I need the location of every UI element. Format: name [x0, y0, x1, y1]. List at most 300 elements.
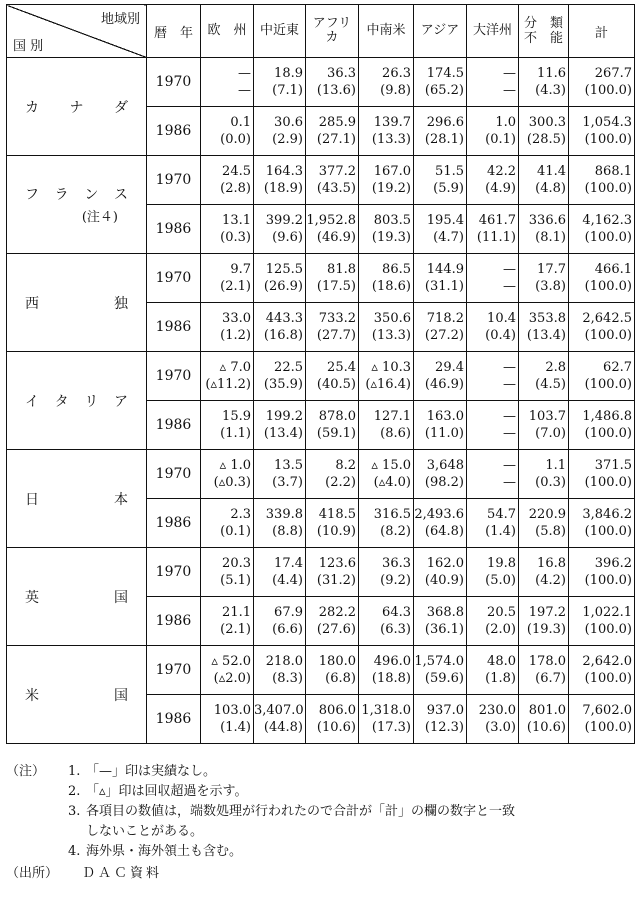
share-percent: (11.1) — [476, 230, 516, 245]
share-percent: (13.4) — [526, 328, 566, 343]
share-percent: (3.7) — [272, 475, 303, 490]
value-cell-africa — [306, 548, 359, 597]
amount-value: 1,022.1 — [582, 605, 632, 620]
share-percent: (▵0.3) — [213, 475, 251, 490]
country-name-char: ア — [113, 393, 128, 410]
amount-value: 127.1 — [373, 409, 411, 424]
share-percent: (9.6) — [272, 230, 303, 245]
value-cell-latin-america — [359, 58, 414, 107]
value-cell-oceania — [467, 695, 519, 744]
source-row — [6, 864, 634, 884]
amount-value: 937.0 — [426, 703, 464, 718]
value-cell-latin-america — [359, 695, 414, 744]
share-percent: (2.9) — [272, 132, 303, 147]
value-cell-unclassified — [519, 597, 569, 646]
share-percent: (2.2) — [325, 475, 356, 490]
value-cell-latin-america — [359, 352, 414, 401]
share-percent: (4.8) — [535, 181, 566, 196]
value-cell-latin-america — [359, 107, 414, 156]
year-cell: 1986 — [147, 401, 201, 450]
amount-value: 22.5 — [274, 360, 303, 375]
amount-value: 41.4 — [537, 164, 566, 179]
amount-value: 178.0 — [528, 654, 566, 669]
note-row-3 — [6, 802, 634, 822]
share-percent: (5.1) — [220, 573, 251, 588]
region-header-latin-america: 中南米 — [359, 5, 414, 58]
value-cell-oceania — [467, 597, 519, 646]
amount-value: 377.2 — [318, 164, 356, 179]
share-percent: (6.3) — [380, 622, 411, 637]
value-cell-unclassified — [519, 695, 569, 744]
share-percent: (18.6) — [371, 279, 411, 294]
value-cell-oceania — [467, 499, 519, 548]
amount-value: 67.9 — [274, 605, 303, 620]
share-percent: (100.0) — [584, 83, 632, 98]
country-note: (注４) — [81, 210, 118, 225]
value-cell-latin-america — [359, 254, 414, 303]
country-name-char: 日 — [25, 491, 39, 508]
year-header: 暦 年 — [147, 5, 201, 58]
country-name-char: ン — [84, 187, 99, 203]
share-percent: (6.7) — [535, 671, 566, 686]
amount-value: 197.2 — [528, 605, 566, 620]
share-percent: (18.9) — [263, 181, 303, 196]
share-percent: (0.0) — [220, 132, 251, 147]
value-cell-oceania — [467, 352, 519, 401]
share-percent: (10.9) — [316, 524, 356, 539]
amount-value: — — [503, 360, 516, 375]
share-percent: (4.5) — [535, 377, 566, 392]
amount-value: — — [503, 262, 516, 277]
amount-value: 125.5 — [265, 262, 303, 277]
amount-value: 1,054.3 — [582, 115, 632, 130]
year-cell: 1970 — [147, 646, 201, 695]
share-percent: (31.2) — [316, 573, 356, 588]
share-percent: (9.8) — [380, 83, 411, 98]
value-cell-unclassified — [519, 303, 569, 352]
value-cell-unclassified — [519, 499, 569, 548]
share-percent: (27.7) — [316, 328, 356, 343]
share-percent: — — [503, 377, 516, 392]
share-percent: — — [238, 83, 251, 98]
amount-value: 267.7 — [594, 66, 632, 81]
note-text: 「▵」印は回収超過を示す。 — [86, 784, 248, 799]
amount-value: 1.0 — [495, 115, 516, 130]
note-row-1 — [6, 762, 634, 782]
table-row — [7, 352, 635, 401]
table-row — [7, 156, 635, 205]
value-cell-africa — [306, 450, 359, 499]
share-percent: (3.8) — [535, 279, 566, 294]
country-cell — [7, 254, 147, 352]
value-cell-africa — [306, 646, 359, 695]
share-percent: — — [503, 426, 516, 441]
amount-value: 81.8 — [327, 262, 356, 277]
amount-value: ▵ 52.0 — [211, 654, 251, 669]
amount-value: 123.6 — [318, 556, 356, 571]
amount-value: 20.5 — [487, 605, 516, 620]
share-percent: (7.0) — [535, 426, 566, 441]
amount-value: 51.5 — [435, 164, 464, 179]
amount-value: 36.3 — [327, 66, 356, 81]
year-cell: 1986 — [147, 597, 201, 646]
amount-value: 418.5 — [318, 507, 356, 522]
share-percent: (40.9) — [424, 573, 464, 588]
value-cell-europe — [201, 401, 254, 450]
value-cell-europe — [201, 254, 254, 303]
amount-value: 13.1 — [222, 213, 251, 228]
value-cell-total — [569, 352, 635, 401]
share-percent: (27.2) — [424, 328, 464, 343]
amount-value: 17.4 — [274, 556, 303, 571]
value-cell-oceania — [467, 401, 519, 450]
amount-value: 230.0 — [478, 703, 516, 718]
amount-value: 2.3 — [230, 507, 251, 522]
share-percent: (31.1) — [424, 279, 464, 294]
value-cell-africa — [306, 107, 359, 156]
note-number: 3. — [68, 804, 81, 819]
amount-value: 20.3 — [222, 556, 251, 571]
amount-value: 801.0 — [528, 703, 566, 718]
note-text: 「—」印は実績なし。 — [86, 764, 217, 779]
amount-value: 466.1 — [594, 262, 632, 277]
share-percent: (▵4.0) — [373, 475, 411, 490]
year-cell: 1970 — [147, 352, 201, 401]
share-percent: (100.0) — [584, 671, 632, 686]
share-percent: (4.2) — [535, 573, 566, 588]
amount-value: 48.0 — [487, 654, 516, 669]
amount-value: 33.0 — [222, 311, 251, 326]
region-header-africa: アフリカ — [306, 5, 359, 58]
country-name-char: フ — [25, 187, 39, 203]
share-percent: — — [503, 83, 516, 98]
value-cell-unclassified — [519, 450, 569, 499]
share-percent: (0.1) — [220, 524, 251, 539]
amount-value: 62.7 — [603, 360, 632, 375]
country-cell — [7, 450, 147, 548]
country-name-char: ラ — [54, 187, 69, 203]
value-cell-europe — [201, 499, 254, 548]
amount-value: ▵ 15.0 — [371, 458, 411, 473]
value-cell-asia — [414, 254, 467, 303]
value-cell-total — [569, 58, 635, 107]
amount-value: 16.8 — [537, 556, 566, 571]
country-name-char: ス — [113, 187, 128, 203]
footnotes — [6, 762, 634, 884]
amount-value: 4,162.3 — [582, 213, 632, 228]
share-percent: (100.0) — [584, 573, 632, 588]
share-percent: (13.4) — [263, 426, 303, 441]
value-cell-unclassified — [519, 58, 569, 107]
value-cell-europe — [201, 450, 254, 499]
country-name-char: 英 — [25, 589, 39, 606]
country-cell — [7, 156, 147, 254]
country-name-char: リ — [84, 393, 99, 410]
year-cell: 1986 — [147, 695, 201, 744]
amount-value: 21.1 — [222, 605, 251, 620]
amount-value: 218.0 — [265, 654, 303, 669]
share-percent: (59.1) — [316, 426, 356, 441]
share-percent: (40.5) — [316, 377, 356, 392]
share-percent: (1.1) — [220, 426, 251, 441]
value-cell-oceania — [467, 548, 519, 597]
share-percent: (1.4) — [485, 524, 516, 539]
value-cell-asia — [414, 548, 467, 597]
country-name-char: ナ — [69, 99, 84, 116]
value-cell-middle-east — [254, 597, 306, 646]
value-cell-africa — [306, 303, 359, 352]
share-percent: (▵2.0) — [213, 671, 251, 686]
share-percent: (28.1) — [424, 132, 464, 147]
share-percent: (59.6) — [424, 671, 464, 686]
value-cell-europe — [201, 303, 254, 352]
share-percent: (100.0) — [584, 230, 632, 245]
table-row — [7, 58, 635, 107]
share-percent: (27.1) — [316, 132, 356, 147]
value-cell-asia — [414, 303, 467, 352]
value-cell-europe — [201, 352, 254, 401]
country-name — [7, 184, 146, 204]
value-cell-total — [569, 450, 635, 499]
share-percent: (17.5) — [316, 279, 356, 294]
value-cell-total — [569, 695, 635, 744]
amount-value: 1.1 — [545, 458, 566, 473]
amount-value: 803.5 — [373, 213, 411, 228]
value-cell-africa — [306, 156, 359, 205]
amount-value: — — [503, 458, 516, 473]
amount-value: 11.6 — [537, 66, 566, 81]
value-cell-unclassified — [519, 352, 569, 401]
amount-value: 30.6 — [274, 115, 303, 130]
value-cell-europe — [201, 107, 254, 156]
value-cell-total — [569, 597, 635, 646]
table-row — [7, 450, 635, 499]
amount-value: 296.6 — [426, 115, 464, 130]
share-percent: (46.9) — [316, 230, 356, 245]
share-percent: (▵11.2) — [205, 377, 251, 392]
note-text: しないことがある。 — [86, 824, 204, 839]
aid-by-region-table — [6, 4, 635, 744]
share-percent: (▵16.4) — [365, 377, 411, 392]
country-name — [7, 97, 146, 117]
share-percent: (100.0) — [584, 426, 632, 441]
value-cell-middle-east — [254, 450, 306, 499]
share-percent: (64.8) — [424, 524, 464, 539]
value-cell-unclassified — [519, 646, 569, 695]
amount-value: 1,486.8 — [582, 409, 632, 424]
value-cell-europe — [201, 205, 254, 254]
value-cell-middle-east — [254, 646, 306, 695]
country-name — [7, 391, 146, 411]
share-percent: (19.3) — [526, 622, 566, 637]
amount-value: 36.3 — [382, 556, 411, 571]
amount-value: 443.3 — [265, 311, 303, 326]
amount-value: 103.7 — [528, 409, 566, 424]
share-percent: (100.0) — [584, 524, 632, 539]
amount-value: 144.9 — [426, 262, 464, 277]
amount-value: 718.2 — [426, 311, 464, 326]
country-name — [7, 587, 146, 607]
amount-value: ▵ 1.0 — [219, 458, 251, 473]
amount-value: 54.7 — [487, 507, 516, 522]
share-percent: (46.9) — [424, 377, 464, 392]
value-cell-latin-america — [359, 156, 414, 205]
amount-value: 368.8 — [426, 605, 464, 620]
amount-value: 285.9 — [318, 115, 356, 130]
share-percent: (7.1) — [272, 83, 303, 98]
share-percent: (16.8) — [263, 328, 303, 343]
value-cell-total — [569, 548, 635, 597]
share-percent: (36.1) — [424, 622, 464, 637]
amount-value: 7,602.0 — [582, 703, 632, 718]
value-cell-oceania — [467, 646, 519, 695]
share-percent: (0.1) — [485, 132, 516, 147]
amount-value: 163.0 — [426, 409, 464, 424]
share-percent: (28.5) — [526, 132, 566, 147]
country-name-char: タ — [54, 393, 69, 410]
share-percent: (100.0) — [584, 720, 632, 735]
share-percent: (0.3) — [535, 475, 566, 490]
value-cell-africa — [306, 695, 359, 744]
value-cell-latin-america — [359, 548, 414, 597]
table-row — [7, 254, 635, 303]
share-percent: (4.9) — [485, 181, 516, 196]
amount-value: 15.9 — [222, 409, 251, 424]
value-cell-unclassified — [519, 401, 569, 450]
value-cell-asia — [414, 58, 467, 107]
share-percent: (0.3) — [220, 230, 251, 245]
table-body — [7, 58, 635, 744]
year-cell: 1970 — [147, 254, 201, 303]
amount-value: 164.3 — [265, 164, 303, 179]
amount-value: 13.5 — [274, 458, 303, 473]
country-name-char: ダ — [114, 99, 128, 116]
share-percent: (10.6) — [526, 720, 566, 735]
amount-value: 180.0 — [318, 654, 356, 669]
value-cell-total — [569, 156, 635, 205]
share-percent: (12.3) — [424, 720, 464, 735]
country-cell — [7, 352, 147, 450]
value-cell-unclassified — [519, 107, 569, 156]
value-cell-europe — [201, 548, 254, 597]
value-cell-middle-east — [254, 352, 306, 401]
value-cell-latin-america — [359, 450, 414, 499]
amount-value: 3,648 — [426, 458, 464, 473]
value-cell-middle-east — [254, 254, 306, 303]
value-cell-oceania — [467, 303, 519, 352]
year-cell: 1986 — [147, 303, 201, 352]
share-percent: (8.3) — [272, 671, 303, 686]
amount-value: 3,846.2 — [582, 507, 632, 522]
value-cell-europe — [201, 58, 254, 107]
country-name — [7, 293, 146, 313]
note-number: 2. — [68, 784, 81, 799]
value-cell-europe — [201, 597, 254, 646]
country-name — [7, 489, 146, 509]
value-cell-total — [569, 205, 635, 254]
value-cell-middle-east — [254, 58, 306, 107]
value-cell-middle-east — [254, 303, 306, 352]
share-percent: (2.1) — [220, 622, 251, 637]
amount-value: 18.9 — [274, 66, 303, 81]
value-cell-total — [569, 646, 635, 695]
share-percent: (8.1) — [535, 230, 566, 245]
value-cell-total — [569, 499, 635, 548]
country-name-char: 本 — [114, 491, 128, 508]
value-cell-asia — [414, 695, 467, 744]
amount-value: 1,318.0 — [361, 703, 411, 718]
amount-value: 17.7 — [537, 262, 566, 277]
value-cell-latin-america — [359, 303, 414, 352]
amount-value: 86.5 — [382, 262, 411, 277]
value-cell-middle-east — [254, 499, 306, 548]
amount-value: 399.2 — [265, 213, 303, 228]
amount-value: 10.4 — [487, 311, 516, 326]
value-cell-asia — [414, 156, 467, 205]
value-cell-latin-america — [359, 499, 414, 548]
amount-value: ▵ 7.0 — [219, 360, 251, 375]
corner-header — [7, 5, 147, 58]
value-cell-oceania — [467, 205, 519, 254]
share-percent: (19.2) — [371, 181, 411, 196]
share-percent: (26.9) — [263, 279, 303, 294]
amount-value: 42.2 — [487, 164, 516, 179]
amount-value: 29.4 — [435, 360, 464, 375]
value-cell-oceania — [467, 156, 519, 205]
value-cell-africa — [306, 205, 359, 254]
share-percent: — — [503, 279, 516, 294]
value-cell-unclassified — [519, 254, 569, 303]
amount-value: 174.5 — [426, 66, 464, 81]
value-cell-unclassified — [519, 156, 569, 205]
amount-value: 396.2 — [594, 556, 632, 571]
year-cell: 1986 — [147, 205, 201, 254]
amount-value: 461.7 — [478, 213, 516, 228]
note-row-3-cont — [6, 822, 634, 842]
notes-label: （注） — [6, 764, 46, 779]
share-percent: (100.0) — [584, 328, 632, 343]
share-percent: (8.8) — [272, 524, 303, 539]
amount-value: — — [503, 66, 516, 81]
value-cell-middle-east — [254, 205, 306, 254]
value-cell-unclassified — [519, 548, 569, 597]
value-cell-middle-east — [254, 695, 306, 744]
year-cell: 1970 — [147, 548, 201, 597]
share-percent: (100.0) — [584, 132, 632, 147]
share-percent: (100.0) — [584, 377, 632, 392]
value-cell-total — [569, 303, 635, 352]
value-cell-oceania — [467, 254, 519, 303]
amount-value: 353.8 — [528, 311, 566, 326]
note-row-2 — [6, 782, 634, 802]
amount-value: — — [238, 66, 251, 81]
share-percent: (5.9) — [433, 181, 464, 196]
share-percent: (10.6) — [316, 720, 356, 735]
value-cell-asia — [414, 401, 467, 450]
value-cell-total — [569, 401, 635, 450]
country-name-char: 国 — [114, 687, 128, 704]
amount-value: 9.7 — [230, 262, 251, 277]
region-header-unclassified: 分 類 不 能 — [519, 5, 569, 58]
share-percent: (8.6) — [380, 426, 411, 441]
region-header-middle-east: 中近東 — [254, 5, 306, 58]
amount-value: 496.0 — [373, 654, 411, 669]
value-cell-africa — [306, 401, 359, 450]
amount-value: 336.6 — [528, 213, 566, 228]
amount-value: 878.0 — [318, 409, 356, 424]
amount-value: 1,574.0 — [414, 654, 464, 669]
share-percent: (100.0) — [584, 279, 632, 294]
